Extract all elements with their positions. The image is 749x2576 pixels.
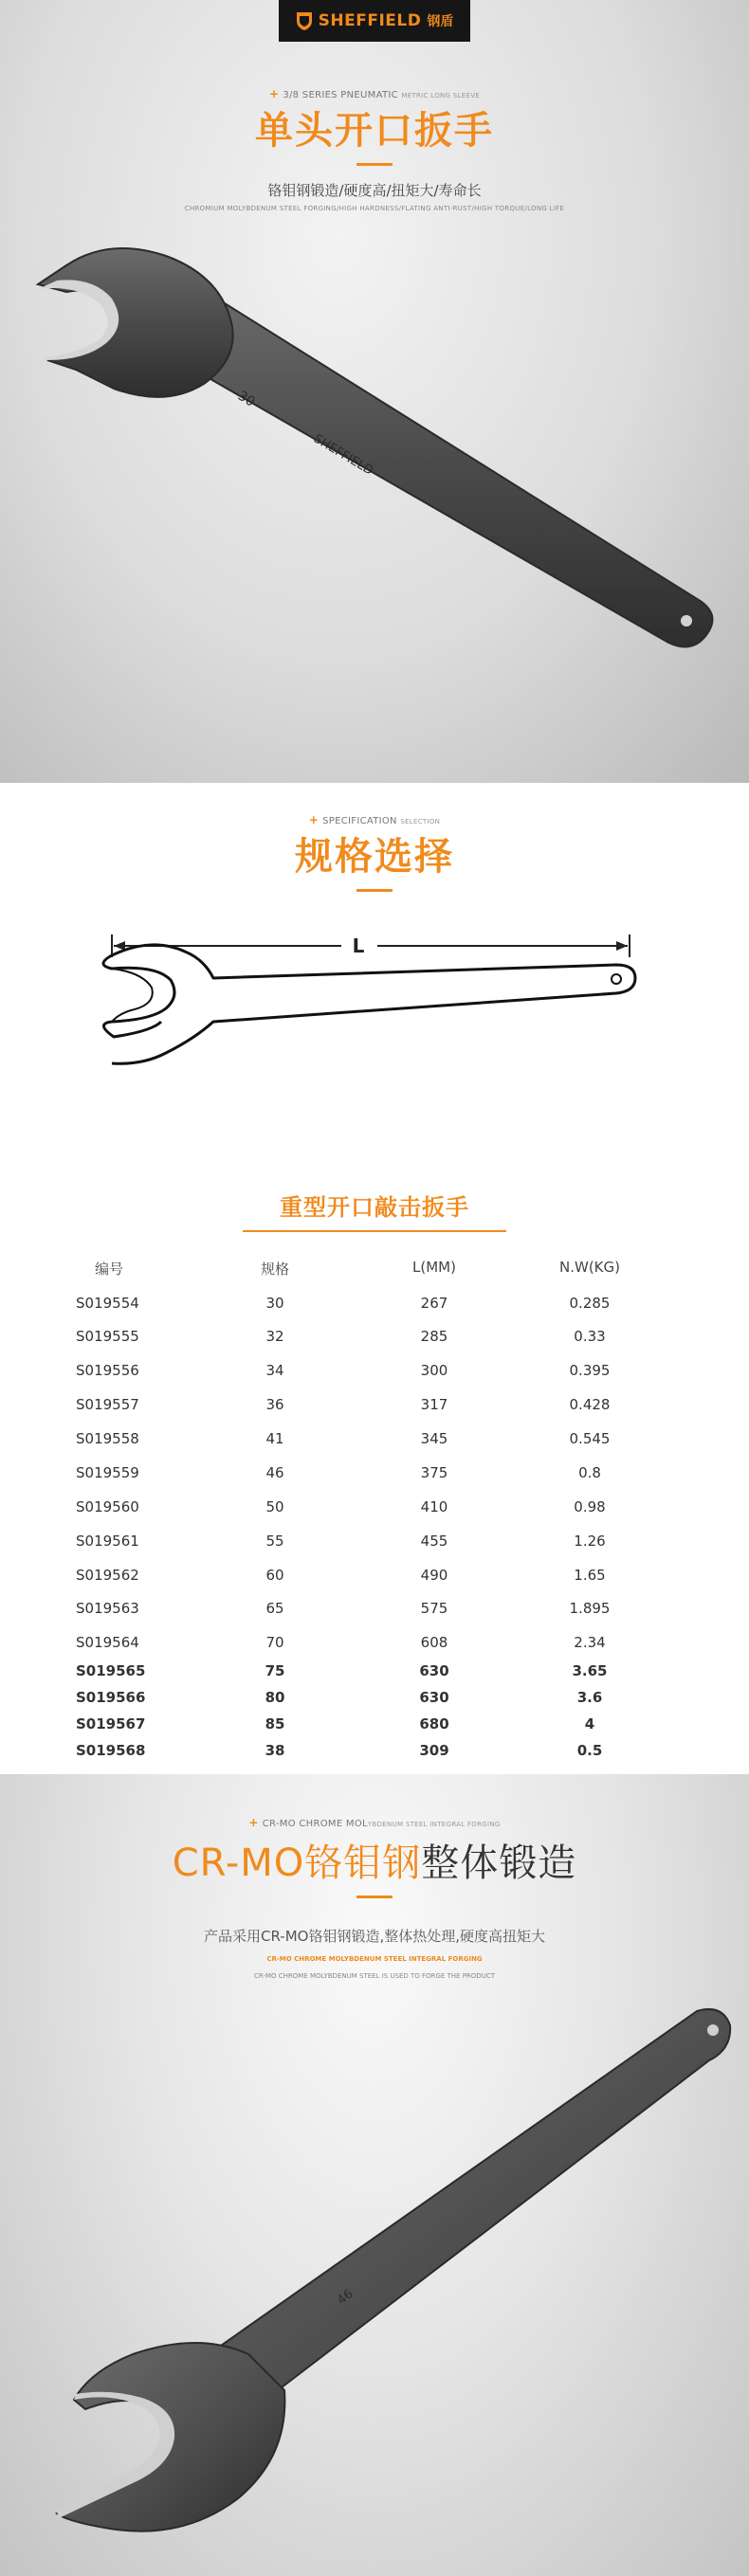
brand-name: SHEFFIELD xyxy=(318,11,422,30)
table-cell: 0.545 xyxy=(569,1430,611,1447)
material-title-underline xyxy=(356,1896,393,1898)
wrench-size-mark-bottom: 46 xyxy=(335,2287,356,2309)
table-cell: 267 xyxy=(420,1295,448,1312)
table-cell: 41 xyxy=(265,1430,284,1447)
table-cell: 575 xyxy=(420,1600,448,1617)
table-cell: 375 xyxy=(420,1464,448,1481)
table-cell: 410 xyxy=(420,1498,448,1515)
table-cell: 1.65 xyxy=(574,1567,606,1584)
table-cell: S019562 xyxy=(76,1567,139,1584)
material-kicker: + CR-MO CHROME MOLYBDENUM STEEL INTEGRAL FORGING xyxy=(248,1816,501,1829)
table-cell: 285 xyxy=(420,1328,448,1345)
material-title-orange: CR-MO铬钼钢 xyxy=(172,1841,422,1885)
table-cell: 317 xyxy=(420,1396,448,1413)
material-subtitle-en2: CR-MO CHROME MOLYBDENUM STEEL IS USED TO FORGE THE PRODUCT xyxy=(254,1972,495,1980)
material-subtitle: 产品采用CR-MO铬钼钢锻造,整体热处理,硬度高扭矩大 xyxy=(204,1928,545,1945)
hang-hole-bottom xyxy=(707,2024,719,2036)
table-header-cell: 规格 xyxy=(260,1261,289,1278)
table-cell: S019558 xyxy=(76,1430,139,1447)
table-cell: 3.6 xyxy=(576,1689,603,1706)
table-cell: 32 xyxy=(265,1328,284,1345)
table-cell: 680 xyxy=(419,1715,449,1732)
page-title: 单头开口扳手 xyxy=(255,109,494,153)
table-cell: 0.285 xyxy=(569,1295,611,1312)
material-subtitle-en: CR-MO CHROME MOLYBDENUM STEEL INTEGRAL FORGING xyxy=(266,1955,483,1963)
table-cell: 455 xyxy=(420,1533,448,1550)
table-header-cell: L(MM) xyxy=(412,1259,456,1276)
table-cell: 300 xyxy=(420,1362,448,1379)
table-cell: 75 xyxy=(265,1662,285,1679)
spec-section xyxy=(0,783,749,1774)
table-header-cell: N.W(KG) xyxy=(559,1259,620,1276)
plus-icon: + xyxy=(248,1816,259,1829)
table-cell: 50 xyxy=(265,1498,284,1515)
table-cell: S019563 xyxy=(76,1600,139,1617)
table-cell: 0.395 xyxy=(569,1362,611,1379)
table-title-underline xyxy=(243,1230,506,1232)
wrench-size-mark: 30 xyxy=(234,388,258,410)
hang-hole xyxy=(681,615,692,626)
table-cell: 345 xyxy=(420,1430,448,1447)
table-cell: S019557 xyxy=(76,1396,139,1413)
wrench-brand-mark: SHEFFIELD xyxy=(310,431,376,479)
brand-name-cn: 钢盾 xyxy=(427,14,454,29)
material-section xyxy=(0,1774,749,2576)
hero-subtitle: 铬钼钢锻造/硬度高/扭矩大/寿命长 xyxy=(267,182,482,199)
plus-icon: + xyxy=(308,813,320,826)
wrench-photo-bottom xyxy=(0,1983,749,2576)
brand-logo[interactable] xyxy=(279,0,470,42)
table-cell: 65 xyxy=(265,1600,284,1617)
table-cell: 0.428 xyxy=(569,1396,611,1413)
spec-title-underline xyxy=(356,889,393,892)
table-cell: 0.5 xyxy=(576,1742,603,1759)
table-cell: 490 xyxy=(420,1567,448,1584)
table-cell: 1.26 xyxy=(574,1533,606,1550)
dimension-label: L xyxy=(352,934,365,957)
table-cell: S019566 xyxy=(76,1689,146,1706)
spec-title: 规格选择 xyxy=(295,835,454,879)
table-title: 重型开口敲击扳手 xyxy=(280,1194,469,1221)
spec-kicker: + SPECIFICATION SELECTION xyxy=(308,813,441,826)
table-cell: S019559 xyxy=(76,1464,139,1481)
table-cell: S019565 xyxy=(76,1662,146,1679)
table-cell: 60 xyxy=(265,1567,284,1584)
table-cell: 4 xyxy=(584,1715,595,1732)
table-cell: 630 xyxy=(419,1662,449,1679)
table-cell: S019567 xyxy=(76,1715,146,1732)
table-cell: S019561 xyxy=(76,1533,139,1550)
table-cell: S019554 xyxy=(76,1295,139,1312)
table-cell: S019564 xyxy=(76,1634,139,1651)
table-cell: 30 xyxy=(265,1295,284,1312)
table-cell: 46 xyxy=(265,1464,284,1481)
table-header-cell: 编号 xyxy=(95,1261,124,1278)
table-cell: S019555 xyxy=(76,1328,139,1345)
table-cell: 2.34 xyxy=(574,1634,606,1651)
material-title-dark: 整体锻造 xyxy=(421,1841,577,1885)
table-cell: 608 xyxy=(420,1634,448,1651)
table-cell: S019560 xyxy=(76,1498,139,1515)
table-cell: S019556 xyxy=(76,1362,139,1379)
plus-icon: + xyxy=(268,87,280,100)
table-cell: 0.98 xyxy=(574,1498,606,1515)
table-cell: 3.65 xyxy=(572,1662,608,1679)
table-cell: 1.895 xyxy=(569,1600,611,1617)
table-cell: 630 xyxy=(419,1689,449,1706)
table-cell: 34 xyxy=(265,1362,284,1379)
table-cell: 70 xyxy=(265,1634,284,1651)
table-cell: 55 xyxy=(265,1533,284,1550)
hero-kicker: + 3/8 SERIES PNEUMATIC METRIC LONG SLEEVE xyxy=(268,87,481,100)
table-cell: 85 xyxy=(265,1715,285,1732)
wrench-dimension-drawing xyxy=(0,916,749,1077)
table-cell: 0.8 xyxy=(578,1464,601,1481)
table-cell: 38 xyxy=(265,1742,285,1759)
table-cell: 309 xyxy=(419,1742,449,1759)
table-cell: 0.33 xyxy=(574,1328,606,1345)
wrench-photo xyxy=(0,218,749,711)
shield-logo-icon xyxy=(296,10,313,31)
table-cell: 36 xyxy=(265,1396,284,1413)
table-cell: 80 xyxy=(265,1689,285,1706)
table-cell: S019568 xyxy=(76,1742,146,1759)
title-underline xyxy=(356,163,393,166)
hero-subtitle-en: CHROMIUM MOLYBDENUM STEEL FORGING/HIGH HARDNESS/FLATING ANTI-RUST/HIGH TORQUE/LONG LIFE xyxy=(184,205,565,212)
hero-section xyxy=(0,0,749,783)
material-title xyxy=(0,1833,749,1887)
